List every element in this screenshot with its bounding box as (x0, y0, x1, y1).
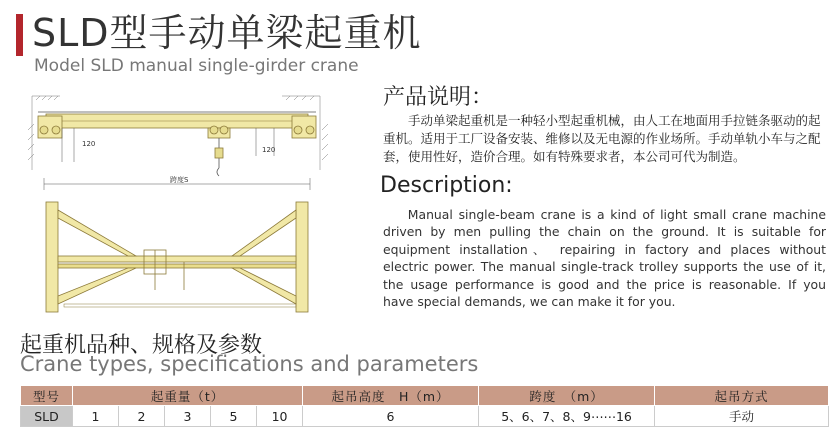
dim-left-label: 120 (82, 140, 96, 148)
cell-lift-method: 手动 (655, 406, 829, 427)
girder-lower (58, 264, 296, 268)
right-brace-lower (232, 268, 296, 304)
description-heading-en: Description: (380, 173, 513, 198)
right-end-truck (296, 202, 308, 312)
cell-capacity: 3 (165, 406, 211, 427)
header-lift-height: 起吊高度 H（m） (303, 386, 479, 406)
cell-capacity: 5 (211, 406, 257, 427)
table-row (21, 406, 829, 427)
spec-table (20, 385, 829, 427)
cell-capacity: 2 (119, 406, 165, 427)
header-model: 型号 (21, 386, 73, 406)
left-brace-upper (58, 210, 136, 256)
left-end-truck (46, 202, 58, 312)
dim-right-label: 120 (262, 146, 276, 154)
span-label: 跨度S (170, 176, 189, 184)
page-subtitle: Model SLD manual single-girder crane (34, 56, 359, 76)
cell-capacity: 1 (73, 406, 119, 427)
header-lift-method: 起吊方式 (655, 386, 829, 406)
title-accent-bar (16, 14, 23, 56)
girder-upper (58, 256, 296, 262)
header-capacity: 起重量（t） (73, 386, 303, 406)
cell-capacity: 10 (257, 406, 303, 427)
right-brace-upper (232, 210, 296, 256)
cell-lift-height: 6 (303, 406, 479, 427)
specs-heading-en: Crane types, specifications and parameters (20, 352, 479, 376)
crane-top-view (46, 202, 308, 312)
crane-drawing (24, 90, 334, 320)
cell-model: SLD (21, 406, 73, 427)
product-info-heading-cn: 产品说明： (383, 85, 494, 110)
cell-span: 5、6、7、8、9⋯⋯16 (479, 406, 655, 427)
specs-heading-cn: 起重机品种、规格及参数 (20, 333, 263, 358)
product-info-text-cn: 手动单梁起重机是一种轻小型起重机械，由人工在地面用手拉链条驱动的起重机。适用于工厂设备安装、维修以及无电源的作业场所。手动单轨小车与之配套，使用性好，造价合理。如有特殊要求者，本公司可代为制造。 (383, 113, 821, 164)
crane-front-view (28, 96, 328, 190)
left-brace-lower (58, 268, 136, 304)
page-title: SLD型手动单梁起重机 (32, 11, 422, 55)
header-span: 跨度 （m） (479, 386, 655, 406)
spec-header-row (21, 386, 829, 406)
description-text-en: Manual single-beam crane is a kind of light small crane machine driven by men pulling the chain on the ground. It is suitable for equipment installation、 repairing in factory and places without electric power. The manual single-track trolley supports the use of it, the usage performance is good and the price is reasonable. If you have special demands, we can make it for you. (383, 207, 826, 310)
